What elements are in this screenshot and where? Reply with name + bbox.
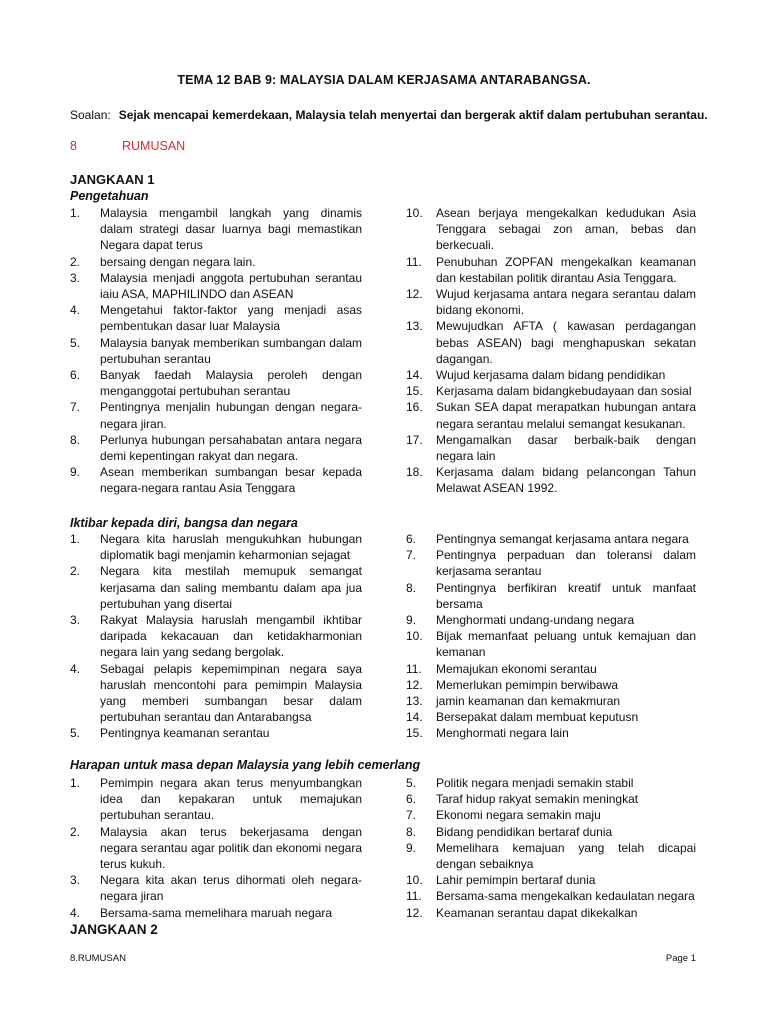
list-item xyxy=(406,791,696,807)
list-item-text: Pentingnya berfikiran kreatif untuk manfaat bersama xyxy=(436,580,696,611)
list-item xyxy=(70,563,362,612)
list-item xyxy=(406,840,696,872)
list-item xyxy=(70,661,362,726)
list-item-text: Bijak memanfaat peluang untuk kemajuan dan kemanan xyxy=(436,629,696,660)
footer-section: 8.RUMUSAN xyxy=(70,953,126,964)
list-item xyxy=(406,725,696,741)
list-item-text: Mewujudkan AFTA ( kawasan perdagangan bebas ASEAN) bagi menghapuskan sekatan dagangan. xyxy=(436,319,696,366)
list-item xyxy=(70,399,362,431)
list-item-text: Pentingnya menjalin hubungan dengan negara-negara jiran. xyxy=(100,400,362,431)
list-item xyxy=(70,335,362,367)
list-item-number: 14. xyxy=(406,368,423,383)
footer-page-number: Page 1 xyxy=(665,953,696,964)
list-item-number: 7. xyxy=(70,400,81,415)
list-item-number: 10. xyxy=(406,629,423,644)
list-item-text: Malaysia akan terus bekerjasama dengan negara serantau agar politik dan ekonomi negara terus kukuh. xyxy=(100,824,362,872)
list-item-text: Perlunya hubungan persahabatan antara negara demi kepentingan rakyat dan negara. xyxy=(100,432,362,464)
list-item xyxy=(406,888,696,904)
list-item-number: 9. xyxy=(406,613,417,628)
list-item xyxy=(406,693,696,709)
list-item-text: Politik negara menjadi semakin stabil xyxy=(436,776,634,790)
list-item xyxy=(406,547,696,579)
list-item-number: 14. xyxy=(406,710,423,725)
list-item xyxy=(406,205,696,254)
harapan-list-right xyxy=(406,775,696,921)
list-item xyxy=(406,872,696,888)
list-item-number: 1. xyxy=(70,206,81,220)
list-item xyxy=(406,432,696,464)
list-item-text: Kerjasama dalam bidangkebudayaan dan sosial xyxy=(436,384,692,399)
list-item-text: Sebagai pelapis kepemimpinan negara saya haruslah mencontohi para pemimpin Malaysia yang memberi sumbangan besar dalam pertubuhan serantau dan Antarabangsa xyxy=(100,661,362,725)
list-item-number: 16. xyxy=(406,400,423,415)
list-item-number: 4. xyxy=(70,303,81,318)
list-item xyxy=(70,432,362,464)
list-item-text: Bidang pendidikan bertaraf dunia xyxy=(436,824,613,839)
list-item xyxy=(70,367,362,399)
list-item-text: Wujud kerjasama dalam bidang pendidikan xyxy=(436,368,666,383)
list-item xyxy=(406,661,696,677)
list-item-number: 12. xyxy=(406,677,423,692)
iktibar-list-right xyxy=(406,531,696,742)
list-item-text: Malaysia banyak memberikan sumbangan dalam pertubuhan serantau xyxy=(100,335,362,366)
list-item-number: 5. xyxy=(406,776,417,790)
list-item-number: 1. xyxy=(70,532,81,546)
list-item-text: Bersama-sama mengekalkan kedaulatan negara xyxy=(436,889,695,904)
list-item-text: Pentingnya perpaduan dan toleransi dalam kerjasama serantau xyxy=(436,548,696,579)
list-item-number: 6. xyxy=(406,532,417,546)
pengetahuan-heading: Pengetahuan xyxy=(70,189,149,203)
list-item xyxy=(70,270,362,302)
list-item xyxy=(70,205,362,254)
list-item-number: 15. xyxy=(406,726,423,741)
pengetahuan-list-left xyxy=(70,205,362,497)
list-item-number: 8. xyxy=(70,432,81,447)
list-item-text: Malaysia mengambil langkah yang dinamis dalam strategi dasar luarnya bagi memastikan Negara dapat terus xyxy=(100,206,362,253)
list-item-number: 13. xyxy=(406,694,423,709)
list-item xyxy=(406,464,696,496)
list-item xyxy=(70,302,362,334)
list-item xyxy=(70,824,362,873)
list-item-text: Pentingnya keamanan serantau xyxy=(100,726,270,741)
list-item-text: Menghormati undang-undang negara xyxy=(436,613,635,628)
list-item-text: bersaing dengan negara lain. xyxy=(100,254,256,269)
list-item-number: 4. xyxy=(70,905,81,920)
list-item xyxy=(406,367,696,383)
list-item-number: 10. xyxy=(406,873,423,888)
list-item-text: Bersepakat dalam membuat keputusn xyxy=(436,710,639,725)
list-item-number: 8. xyxy=(406,580,417,595)
list-item-number: 12. xyxy=(406,287,423,302)
list-item xyxy=(70,612,362,661)
list-item xyxy=(70,464,362,496)
section-heading xyxy=(70,139,185,153)
list-item xyxy=(406,318,696,367)
list-item xyxy=(406,775,696,791)
list-item-text: Kerjasama dalam bidang pelancongan Tahun Melawat ASEAN 1992. xyxy=(436,465,696,496)
list-item xyxy=(406,824,696,840)
list-item-number: 3. xyxy=(70,613,81,628)
section-number: 8 xyxy=(70,139,77,153)
list-item-text: Taraf hidup rakyat semakin meningkat xyxy=(436,792,639,807)
list-item-text: Keamanan serantau dapat dikekalkan xyxy=(436,905,638,920)
list-item-text: jamin keamanan dan kemakmuran xyxy=(436,694,621,709)
list-item-number: 9. xyxy=(70,465,81,480)
list-item-number: 13. xyxy=(406,319,423,334)
list-item-text: Asean berjaya mengekalkan kedudukan Asia Tenggara sebagai zon aman, bebas dan berkecuali. xyxy=(436,206,696,253)
list-item xyxy=(406,628,696,660)
jangkaan-2-heading: JANGKAAN 2 xyxy=(70,922,158,937)
list-item-text: Negara kita akan terus dihormati oleh negara-negara jiran xyxy=(100,873,362,904)
jangkaan-1-heading: JANGKAAN 1 xyxy=(70,172,155,187)
list-item-number: 2. xyxy=(70,254,81,269)
list-item-text: Sukan SEA dapat merapatkan hubungan antara negara serantau melalui semangat kesukanan. xyxy=(436,400,696,431)
list-item-number: 2. xyxy=(70,824,81,839)
list-item-number: 11. xyxy=(406,254,422,269)
list-item-text: Negara kita mestilah memupuk semangat kerjasama dan saling membantu dalam apa jua pertubuhan yang disertai xyxy=(100,564,362,611)
question-text: Sejak mencapai kemerdekaan, Malaysia telah menyertai dan bergerak aktif dalam pertubuhan serantau. xyxy=(118,108,708,122)
list-item-text: Negara kita haruslah mengukuhkan hubungan diplomatik bagi menjamin keharmonian sejagat xyxy=(100,532,362,563)
list-item-number: 18. xyxy=(406,465,423,480)
iktibar-heading: Iktibar kepada diri, bangsa dan negara xyxy=(70,516,298,530)
list-item-text: Ekonomi negara semakin maju xyxy=(436,808,601,823)
list-item xyxy=(406,807,696,823)
list-item xyxy=(70,775,362,824)
list-item-text: Memelihara kemajuan yang telah dicapai dengan sebaiknya xyxy=(436,840,696,872)
list-item-text: Lahir pemimpin bertaraf dunia xyxy=(436,873,596,888)
list-item xyxy=(70,254,362,270)
list-item-number: 9. xyxy=(406,840,417,855)
list-item-text: Banyak faedah Malaysia peroleh dengan menganggotai pertubuhan serantau xyxy=(100,368,362,399)
list-item xyxy=(406,531,696,547)
list-item-number: 6. xyxy=(406,792,417,807)
list-item-number: 8. xyxy=(406,824,417,839)
section-label: RUMUSAN xyxy=(122,139,186,153)
list-item-text: Rakyat Malaysia haruslah mengambil ikhtibar daripada kekacauan dan ketidakharmonian negara lain yang sedang bergolak. xyxy=(100,613,362,660)
list-item-number: 6. xyxy=(70,368,81,383)
list-item-number: 4. xyxy=(70,661,81,676)
list-item-number: 1. xyxy=(70,776,81,790)
list-item xyxy=(406,709,696,725)
list-item xyxy=(406,905,696,921)
list-item-text: Pentingnya semangat kerjasama antara negara xyxy=(436,532,689,546)
list-item-number: 15. xyxy=(406,384,423,399)
list-item-number: 5. xyxy=(70,726,81,741)
list-item-text: Penubuhan ZOPFAN mengekalkan keamanan dan kestabilan politik dirantau Asia Tenggara. xyxy=(436,254,696,285)
list-item-number: 5. xyxy=(70,335,81,350)
iktibar-list-left xyxy=(70,531,362,742)
list-item xyxy=(406,254,696,286)
list-item-text: Mengetahui faktor-faktor yang menjadi asas pembentukan dasar luar Malaysia xyxy=(100,303,362,334)
list-item-number: 3. xyxy=(70,270,81,285)
list-item xyxy=(406,677,696,693)
list-item-number: 12. xyxy=(406,905,423,920)
question-line xyxy=(70,108,708,122)
harapan-list-left xyxy=(70,775,362,921)
list-item-text: Wujud kerjasama antara negara serantau dalam bidang ekonomi. xyxy=(436,287,696,318)
list-item-number: 7. xyxy=(406,548,417,563)
list-item-text: Bersama-sama memelihara maruah negara xyxy=(100,905,333,920)
harapan-heading: Harapan untuk masa depan Malaysia yang lebih cemerlang xyxy=(70,758,421,772)
list-item-number: 3. xyxy=(70,873,81,888)
list-item-number: 10. xyxy=(406,206,423,220)
list-item xyxy=(406,286,696,318)
pengetahuan-list-right xyxy=(406,205,696,497)
list-item-number: 11. xyxy=(406,889,422,904)
list-item-text: Memajukan ekonomi serantau xyxy=(436,661,597,676)
list-item-text: Menghormati negara lain xyxy=(436,726,569,741)
list-item xyxy=(70,905,362,921)
list-item xyxy=(406,612,696,628)
list-item-text: Asean memberikan sumbangan besar kepada negara-negara rantau Asia Tenggara xyxy=(100,465,362,496)
list-item xyxy=(70,872,362,904)
list-item-text: Mengamalkan dasar berbaik-baik dengan negara lain xyxy=(436,432,696,464)
document-title: TEMA 12 BAB 9: MALAYSIA DALAM KERJASAMA ANTARABANGSA. xyxy=(177,73,591,87)
list-item-text: Pemimpin negara akan terus menyumbangkan idea dan kepakaran untuk memajukan pertubuhan serantau. xyxy=(100,776,362,823)
list-item xyxy=(406,383,696,399)
list-item-number: 7. xyxy=(406,808,417,823)
list-item-text: Memerlukan pemimpin berwibawa xyxy=(436,677,619,692)
list-item-text: Malaysia menjadi anggota pertubuhan serantau iaiu ASA, MAPHILINDO dan ASEAN xyxy=(100,270,362,302)
list-item-number: 2. xyxy=(70,564,81,579)
list-item-number: 11. xyxy=(406,661,422,676)
question-label: Soalan: xyxy=(70,108,111,122)
list-item-number: 17. xyxy=(406,432,423,447)
list-item xyxy=(406,580,696,612)
list-item xyxy=(406,399,696,431)
list-item xyxy=(70,725,362,741)
list-item xyxy=(70,531,362,563)
